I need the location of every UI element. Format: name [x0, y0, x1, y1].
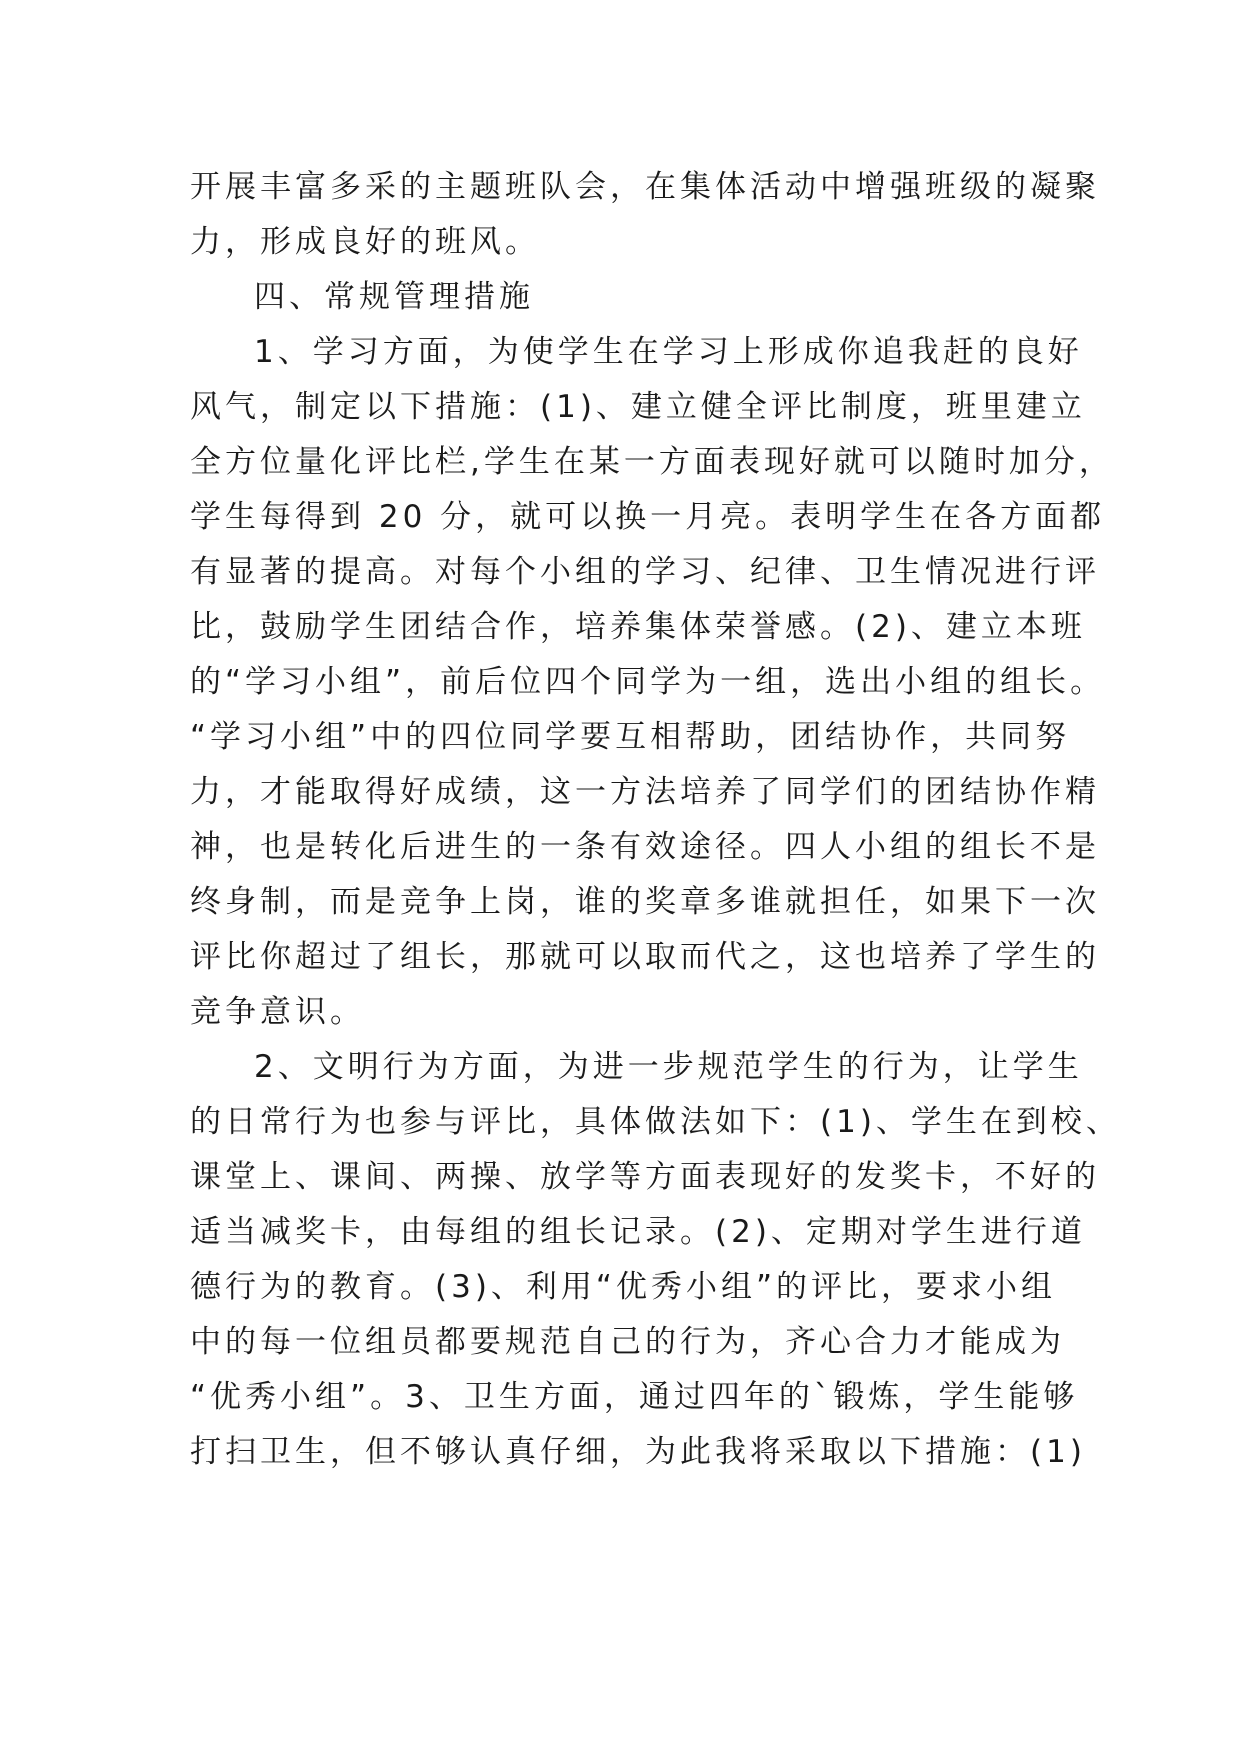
text-line: 竞争意识。: [190, 994, 365, 1030]
text-line: 比，鼓励学生团结合作，培养集体荣誉感。(2)、建立本班: [190, 609, 1086, 645]
text-line: 力，才能取得好成绩，这一方法培养了同学们的团结协作精: [190, 774, 1100, 810]
text-line: 风气，制定以下措施：(1)、建立健全评比制度，班里建立: [190, 389, 1086, 425]
text-line: 1、学习方面，为使学生在学习上形成你追我赶的良好: [254, 334, 1083, 370]
text-line: 适当减奖卡，由每组的组长记录。(2)、定期对学生进行道: [190, 1214, 1086, 1250]
text-line: 学生每得到 20 分，就可以换一月亮。表明学生在各方面都: [190, 499, 1106, 535]
text-line: 的“学习小组”，前后位四个同学为一组，选出小组的组长。: [190, 664, 1106, 700]
text-line: 课堂上、课间、两操、放学等方面表现好的发奖卡，不好的: [190, 1159, 1100, 1195]
text-line: “优秀小组”。3、卫生方面，通过四年的`锻炼，学生能够: [190, 1379, 1079, 1415]
text-line: 的日常行为也参与评比，具体做法如下：(1)、学生在到校、: [190, 1104, 1121, 1140]
text-line: 终身制，而是竞争上岗，谁的奖章多谁就担任，如果下一次: [190, 884, 1100, 920]
text-line: 有显著的提高。对每个小组的学习、纪律、卫生情况进行评: [190, 554, 1100, 590]
text-line: 打扫卫生，但不够认真仔细，为此我将采取以下措施：(1): [190, 1434, 1086, 1470]
text-line: 德行为的教育。(3)、利用“优秀小组”的评比，要求小组: [190, 1269, 1057, 1305]
text-line: 2、文明行为方面，为进一步规范学生的行为，让学生: [254, 1049, 1083, 1085]
text-line: 神，也是转化后进生的一条有效途径。四人小组的组长不是: [190, 829, 1100, 865]
text-line: 评比你超过了组长，那就可以取而代之，这也培养了学生的: [190, 939, 1100, 975]
body-text: [190, 160, 1121, 1480]
text-line: 全方位量化评比栏,学生在某一方面表现好就可以随时加分，: [190, 444, 1114, 480]
section-heading: 四、常规管理措施: [254, 279, 534, 315]
text-line: 中的每一位组员都要规范自己的行为，齐心合力才能成为: [190, 1324, 1065, 1360]
text-line: 开展丰富多采的主题班队会，在集体活动中增强班级的凝聚: [190, 169, 1100, 205]
text-line: “学习小组”中的四位同学要互相帮助，团结协作，共同努: [190, 719, 1071, 755]
text-line: 力，形成良好的班风。: [190, 224, 540, 260]
